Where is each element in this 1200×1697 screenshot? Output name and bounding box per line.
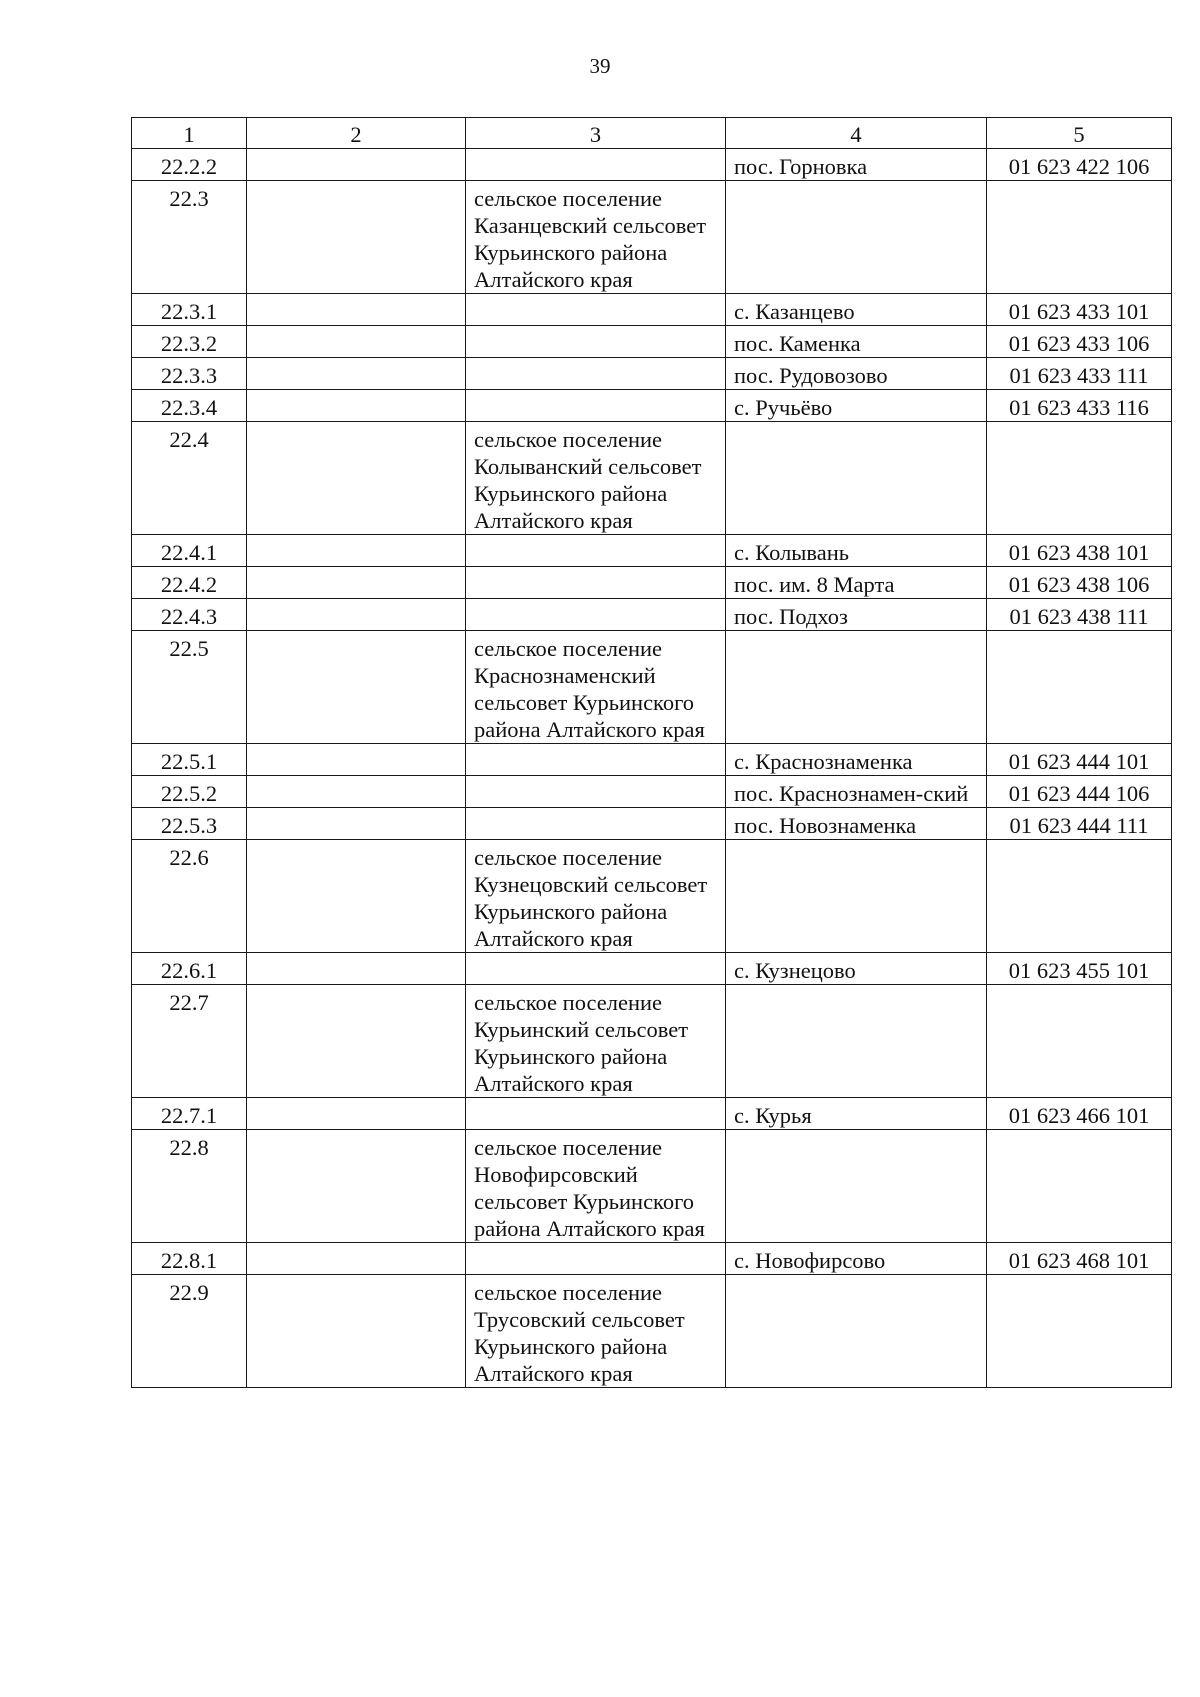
table-row [132, 808, 1172, 840]
municipality-name-cell [466, 149, 726, 181]
municipality-name-cell [466, 390, 726, 422]
municipality-name-cell: сельское поселение Колыванский сельсовет Курьинского района Алтайского края [466, 422, 726, 535]
row-number-cell: 22.6 [132, 840, 247, 953]
row-number-cell: 22.9 [132, 1275, 247, 1388]
row-number-cell: 22.3.1 [132, 294, 247, 326]
locality-cell: пос. Горновка [726, 149, 987, 181]
municipality-name-cell: сельское поселение Казанцевский сельсовет Курьинского района Алтайского края [466, 181, 726, 294]
table-row [132, 1275, 1172, 1388]
oktmo-code-cell [987, 422, 1172, 535]
row-number-cell: 22.7 [132, 985, 247, 1098]
table-row [132, 599, 1172, 631]
oktmo-code-cell [987, 1130, 1172, 1243]
locality-cell [726, 422, 987, 535]
row-number-cell: 22.2.2 [132, 149, 247, 181]
locality-cell: с. Колывань [726, 535, 987, 567]
oktmo-code-cell: 01 623 455 101 [987, 953, 1172, 985]
column-2-cell [247, 535, 466, 567]
table-row [132, 358, 1172, 390]
oktmo-code-cell: 01 623 444 101 [987, 744, 1172, 776]
column-header-4: 4 [726, 118, 987, 149]
row-number-cell: 22.3.4 [132, 390, 247, 422]
row-number-cell: 22.4.3 [132, 599, 247, 631]
row-number-cell: 22.4.1 [132, 535, 247, 567]
column-2-cell [247, 1098, 466, 1130]
column-2-cell [247, 808, 466, 840]
column-2-cell [247, 1243, 466, 1275]
municipality-name-cell [466, 535, 726, 567]
row-number-cell: 22.5 [132, 631, 247, 744]
locality-cell: пос. Рудовозово [726, 358, 987, 390]
locality-cell: с. Краснознаменка [726, 744, 987, 776]
municipality-name-cell [466, 567, 726, 599]
column-2-cell [247, 181, 466, 294]
municipality-name-cell [466, 1243, 726, 1275]
table-row [132, 294, 1172, 326]
municipality-name-cell: сельское поселение Курьинский сельсовет Курьинского района Алтайского края [466, 985, 726, 1098]
oktmo-code-cell: 01 623 433 106 [987, 326, 1172, 358]
row-number-cell: 22.8 [132, 1130, 247, 1243]
locality-cell [726, 181, 987, 294]
column-2-cell [247, 1130, 466, 1243]
column-header-2: 2 [247, 118, 466, 149]
column-2-cell [247, 744, 466, 776]
locality-cell: с. Новофирсово [726, 1243, 987, 1275]
page-number: 39 [589, 54, 611, 78]
table-row [132, 326, 1172, 358]
municipality-name-cell [466, 326, 726, 358]
oktmo-code-cell [987, 985, 1172, 1098]
municipality-name-cell [466, 358, 726, 390]
oktmo-code-cell: 01 623 444 111 [987, 808, 1172, 840]
municipality-name-cell [466, 599, 726, 631]
column-2-cell [247, 985, 466, 1098]
locality-cell [726, 1130, 987, 1243]
row-number-cell: 22.3.3 [132, 358, 247, 390]
row-number-cell: 22.5.1 [132, 744, 247, 776]
table-row [132, 1243, 1172, 1275]
table-row [132, 535, 1172, 567]
table-row [132, 776, 1172, 808]
locality-cell: пос. Новознаменка [726, 808, 987, 840]
municipality-name-cell [466, 1098, 726, 1130]
municipality-name-cell [466, 808, 726, 840]
locality-cell: с. Ручьёво [726, 390, 987, 422]
settlements-table [131, 117, 1172, 1388]
column-2-cell [247, 149, 466, 181]
oktmo-code-cell [987, 631, 1172, 744]
column-header-3: 3 [466, 118, 726, 149]
locality-cell: с. Кузнецово [726, 953, 987, 985]
table-row [132, 953, 1172, 985]
column-2-cell [247, 953, 466, 985]
column-2-cell [247, 776, 466, 808]
oktmo-code-cell: 01 623 433 111 [987, 358, 1172, 390]
column-2-cell [247, 631, 466, 744]
table-row [132, 1130, 1172, 1243]
locality-cell [726, 985, 987, 1098]
oktmo-code-cell: 01 623 433 116 [987, 390, 1172, 422]
oktmo-code-cell: 01 623 433 101 [987, 294, 1172, 326]
table-row [132, 422, 1172, 535]
row-number-cell: 22.8.1 [132, 1243, 247, 1275]
municipality-name-cell: сельское поселение Новофирсовский сельсовет Курьинского района Алтайского края [466, 1130, 726, 1243]
municipality-name-cell: сельское поселение Кузнецовский сельсовет Курьинского района Алтайского края [466, 840, 726, 953]
municipality-name-cell: сельское поселение Краснознаменский сельсовет Курьинского района Алтайского края [466, 631, 726, 744]
table-row [132, 840, 1172, 953]
oktmo-code-cell [987, 181, 1172, 294]
table-body [132, 149, 1172, 1388]
oktmo-code-cell [987, 840, 1172, 953]
locality-cell: с. Курья [726, 1098, 987, 1130]
oktmo-code-cell: 01 623 468 101 [987, 1243, 1172, 1275]
column-2-cell [247, 599, 466, 631]
municipality-name-cell [466, 744, 726, 776]
oktmo-code-cell: 01 623 438 106 [987, 567, 1172, 599]
column-header-1: 1 [132, 118, 247, 149]
oktmo-code-cell: 01 623 438 101 [987, 535, 1172, 567]
header-row [132, 118, 1172, 149]
row-number-cell: 22.4 [132, 422, 247, 535]
row-number-cell: 22.5.3 [132, 808, 247, 840]
oktmo-code-cell: 01 623 438 111 [987, 599, 1172, 631]
row-number-cell: 22.5.2 [132, 776, 247, 808]
locality-cell: пос. им. 8 Марта [726, 567, 987, 599]
table-row [132, 149, 1172, 181]
column-header-5: 5 [987, 118, 1172, 149]
row-number-cell: 22.3.2 [132, 326, 247, 358]
column-2-cell [247, 358, 466, 390]
municipality-name-cell [466, 953, 726, 985]
table-row [132, 181, 1172, 294]
locality-cell [726, 840, 987, 953]
row-number-cell: 22.6.1 [132, 953, 247, 985]
column-2-cell [247, 1275, 466, 1388]
table-row [132, 744, 1172, 776]
oktmo-code-cell: 01 623 422 106 [987, 149, 1172, 181]
oktmo-code-cell: 01 623 444 106 [987, 776, 1172, 808]
locality-cell: пос. Подхоз [726, 599, 987, 631]
locality-cell [726, 1275, 987, 1388]
locality-cell: пос. Краснознамен-ский [726, 776, 987, 808]
column-2-cell [247, 840, 466, 953]
table-row [132, 1098, 1172, 1130]
locality-cell: с. Казанцево [726, 294, 987, 326]
column-2-cell [247, 390, 466, 422]
row-number-cell: 22.7.1 [132, 1098, 247, 1130]
table-row [132, 390, 1172, 422]
oktmo-code-cell [987, 1275, 1172, 1388]
locality-cell: пос. Каменка [726, 326, 987, 358]
locality-cell [726, 631, 987, 744]
column-2-cell [247, 422, 466, 535]
oktmo-code-cell: 01 623 466 101 [987, 1098, 1172, 1130]
table-row [132, 985, 1172, 1098]
row-number-cell: 22.3 [132, 181, 247, 294]
table-row [132, 631, 1172, 744]
column-2-cell [247, 326, 466, 358]
row-number-cell: 22.4.2 [132, 567, 247, 599]
municipality-name-cell: сельское поселение Трусовский сельсовет Курьинского района Алтайского края [466, 1275, 726, 1388]
municipality-name-cell [466, 776, 726, 808]
table-header [132, 118, 1172, 149]
table-row [132, 567, 1172, 599]
column-2-cell [247, 294, 466, 326]
column-2-cell [247, 567, 466, 599]
municipality-name-cell [466, 294, 726, 326]
